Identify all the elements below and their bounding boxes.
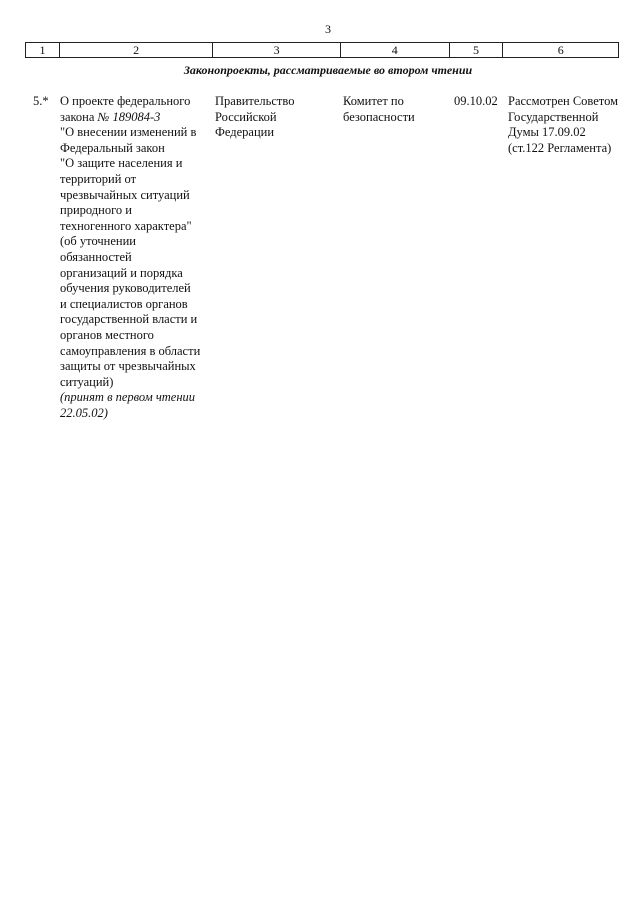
bill-title-line-text: закона <box>60 109 95 124</box>
bill-title-line <box>60 110 212 126</box>
column-number-6: 6 <box>502 43 618 57</box>
status-line: Думы 17.09.02 <box>508 125 586 140</box>
bill-description-line: "О внесении изменений в <box>60 125 197 140</box>
bill-description-line: техногенного характера" <box>60 218 192 233</box>
responsible-committee <box>343 94 448 125</box>
author-line: Федерации <box>215 125 275 140</box>
bill-description-line: территорий от <box>60 171 137 186</box>
bill-description-line: (об уточнении <box>60 234 136 249</box>
bill-description-line: защиты от чрезвычайных <box>60 359 196 374</box>
bill-description-line: организаций и порядка <box>60 265 183 280</box>
status-line: (ст.122 Регламента) <box>508 140 612 155</box>
bill-description-line: Федеральный закон <box>60 140 165 155</box>
committee-line: безопасности <box>343 109 415 124</box>
column-number-2: 2 <box>59 43 212 57</box>
bill-description-line: чрезвычайных ситуаций <box>60 187 190 202</box>
status-line: Государственной <box>508 109 599 124</box>
committee-line: Комитет по <box>343 94 404 108</box>
bill-description-line: "О защите населения и <box>60 156 183 171</box>
column-number-3: 3 <box>212 43 340 57</box>
first-reading-note-line: 22.05.02) <box>60 405 108 420</box>
bill-description-line: и специалистов органов <box>60 296 188 311</box>
bill-number: 5.* <box>33 94 49 108</box>
bill-description-line: обязанностей <box>60 249 132 264</box>
bill-description-line: государственной власти и <box>60 312 198 327</box>
bill-description-line: органов местного <box>60 327 154 342</box>
bill-title-line: О проекте федерального <box>60 94 191 108</box>
bill-description-line: ситуаций) <box>60 374 114 389</box>
status-line: Рассмотрен Советом <box>508 94 619 108</box>
first-reading-note-line: (принят в первом чтении <box>60 390 196 405</box>
column-number-4: 4 <box>340 43 449 57</box>
section-title: Законопроекты, рассматриваемые во втором чтении <box>183 63 473 77</box>
bill-description-line: обучения руководителей <box>60 281 191 296</box>
bill-status <box>508 94 633 156</box>
column-number-header <box>25 42 619 58</box>
bill-date: 09.10.02 <box>454 94 498 108</box>
bill-author <box>215 94 335 141</box>
bill-description-line: природного и <box>60 203 132 218</box>
bill-title-block <box>60 94 212 421</box>
column-number-5: 5 <box>449 43 503 57</box>
bill-id: № 189084-3 <box>97 109 161 124</box>
author-line: Российской <box>215 109 277 124</box>
bill-description-line: самоуправления в области <box>60 343 201 358</box>
column-number-1: 1 <box>39 43 46 57</box>
author-line: Правительство <box>215 94 295 108</box>
page-number: 3 <box>325 22 331 36</box>
